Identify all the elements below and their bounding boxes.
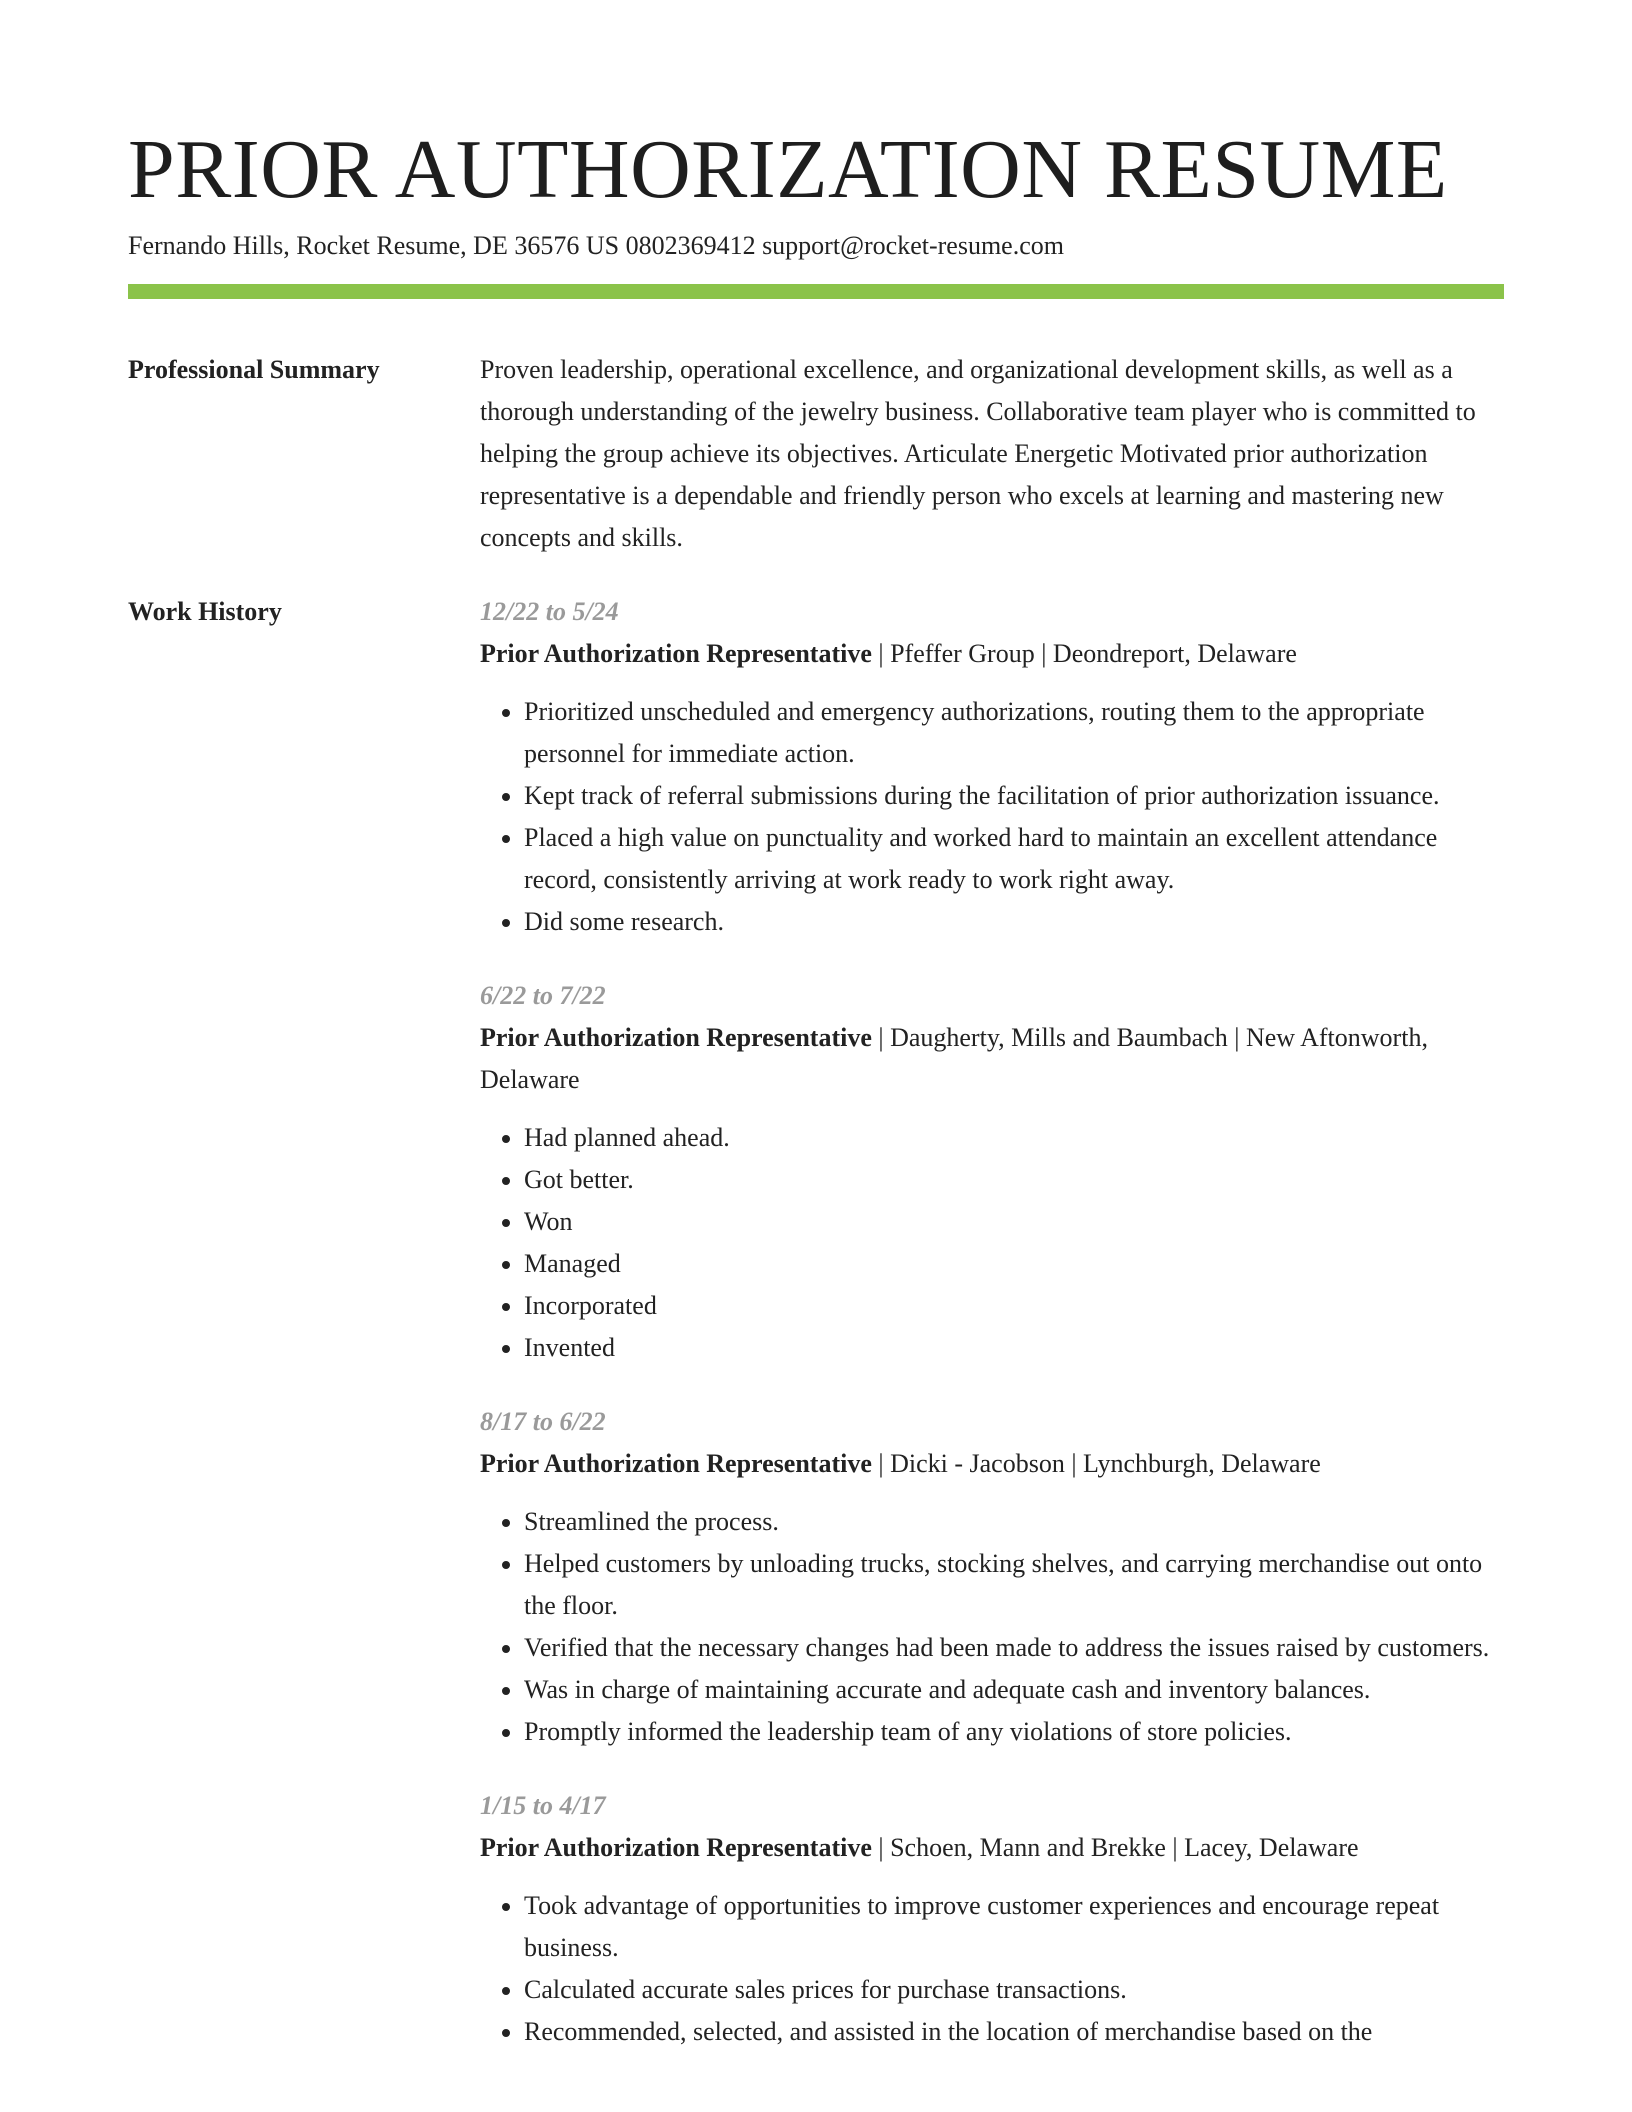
job-bullet: • Verified that the necessary changes had been made to address the issues raised by customers. [524, 1627, 1504, 1669]
resume-page [128, 120, 1504, 2085]
job-heading [480, 1017, 1504, 1101]
job-title: Prior Authorization Representative [480, 1023, 872, 1052]
job-dates: 8/17 to 6/22 [480, 1407, 606, 1436]
job-bullets [480, 1885, 1504, 2053]
summary-text: Proven leadership, operational excellence, and organizational development skills, as well as a thorough understanding of the jewelry business. Collaborative team player who is committed to helping the group achieve its objectives. Articulate Energetic Motivated prior authorization representative is a dependable and friendly person who excels at learning and mastering new concepts and skills. [480, 355, 1476, 552]
job-title: Prior Authorization Representative [480, 639, 872, 668]
job-title: Prior Authorization Representative [480, 1833, 872, 1862]
job-bullet: • Calculated accurate sales prices for purchase transactions. [524, 1969, 1504, 2011]
contact-info: Fernando Hills, Rocket Resume, DE 36576 US 0802369412 support@rocket-resume.com [128, 231, 1064, 260]
section-label-summary: Professional Summary [128, 355, 380, 384]
job-bullet: • Recommended, selected, and assisted in the location of merchandise based on the [524, 2011, 1504, 2053]
job-bullet: • Invented [524, 1327, 1504, 1369]
job-bullet: • Helped customers by unloading trucks, stocking shelves, and carrying merchandise out onto the floor. [524, 1543, 1504, 1627]
job-bullets [480, 691, 1504, 943]
job-entry [480, 1785, 1504, 2053]
job-details: | Daugherty, Mills and Baumbach | New Aftonworth, Delaware [480, 1023, 1428, 1094]
job-dates: 6/22 to 7/22 [480, 981, 606, 1010]
job-bullet: • Had planned ahead. [524, 1117, 1504, 1159]
job-bullet: • Did some research. [524, 901, 1504, 943]
job-heading [480, 1827, 1504, 1869]
job-bullet: • Was in charge of maintaining accurate and adequate cash and inventory balances. [524, 1669, 1504, 1711]
job-details: | Schoen, Mann and Brekke | Lacey, Delaware [871, 1833, 1359, 1862]
professional-summary-section [128, 349, 1504, 559]
job-bullets [480, 1501, 1504, 1753]
job-dates: 1/15 to 4/17 [480, 1791, 606, 1820]
job-bullets [480, 1117, 1504, 1369]
job-bullet: • Promptly informed the leadership team of any violations of store policies. [524, 1711, 1504, 1753]
work-history-list [480, 591, 1504, 2085]
job-heading [480, 633, 1504, 675]
job-bullet: • Prioritized unscheduled and emergency authorizations, routing them to the appropriate personnel for immediate action. [524, 691, 1504, 775]
job-bullet: • Incorporated [524, 1285, 1504, 1327]
job-details: | Dicki - Jacobson | Lynchburgh, Delaware [871, 1449, 1321, 1478]
job-entry [480, 975, 1504, 1369]
resume-title: PRIOR AUTHORIZATION RESUME [128, 123, 1448, 216]
job-bullet: • Got better. [524, 1159, 1504, 1201]
job-bullet: • Streamlined the process. [524, 1501, 1504, 1543]
job-bullet: • Placed a high value on punctuality and worked hard to maintain an excellent attendance record, consistently arriving at work ready to work right away. [524, 817, 1504, 901]
job-title: Prior Authorization Representative [480, 1449, 872, 1478]
job-bullet: • Took advantage of opportunities to improve customer experiences and encourage repeat business. [524, 1885, 1504, 1969]
job-dates: 12/22 to 5/24 [480, 597, 619, 626]
accent-divider [128, 284, 1504, 299]
job-bullet: • Kept track of referral submissions during the facilitation of prior authorization issuance. [524, 775, 1504, 817]
job-bullet: • Managed [524, 1243, 1504, 1285]
job-entry [480, 591, 1504, 943]
job-bullet: • Won [524, 1201, 1504, 1243]
job-details: | Pfeffer Group | Deondreport, Delaware [871, 639, 1297, 668]
section-label-work: Work History [128, 597, 282, 626]
job-entry [480, 1401, 1504, 1753]
work-history-section [128, 591, 1504, 2085]
job-heading [480, 1443, 1504, 1485]
